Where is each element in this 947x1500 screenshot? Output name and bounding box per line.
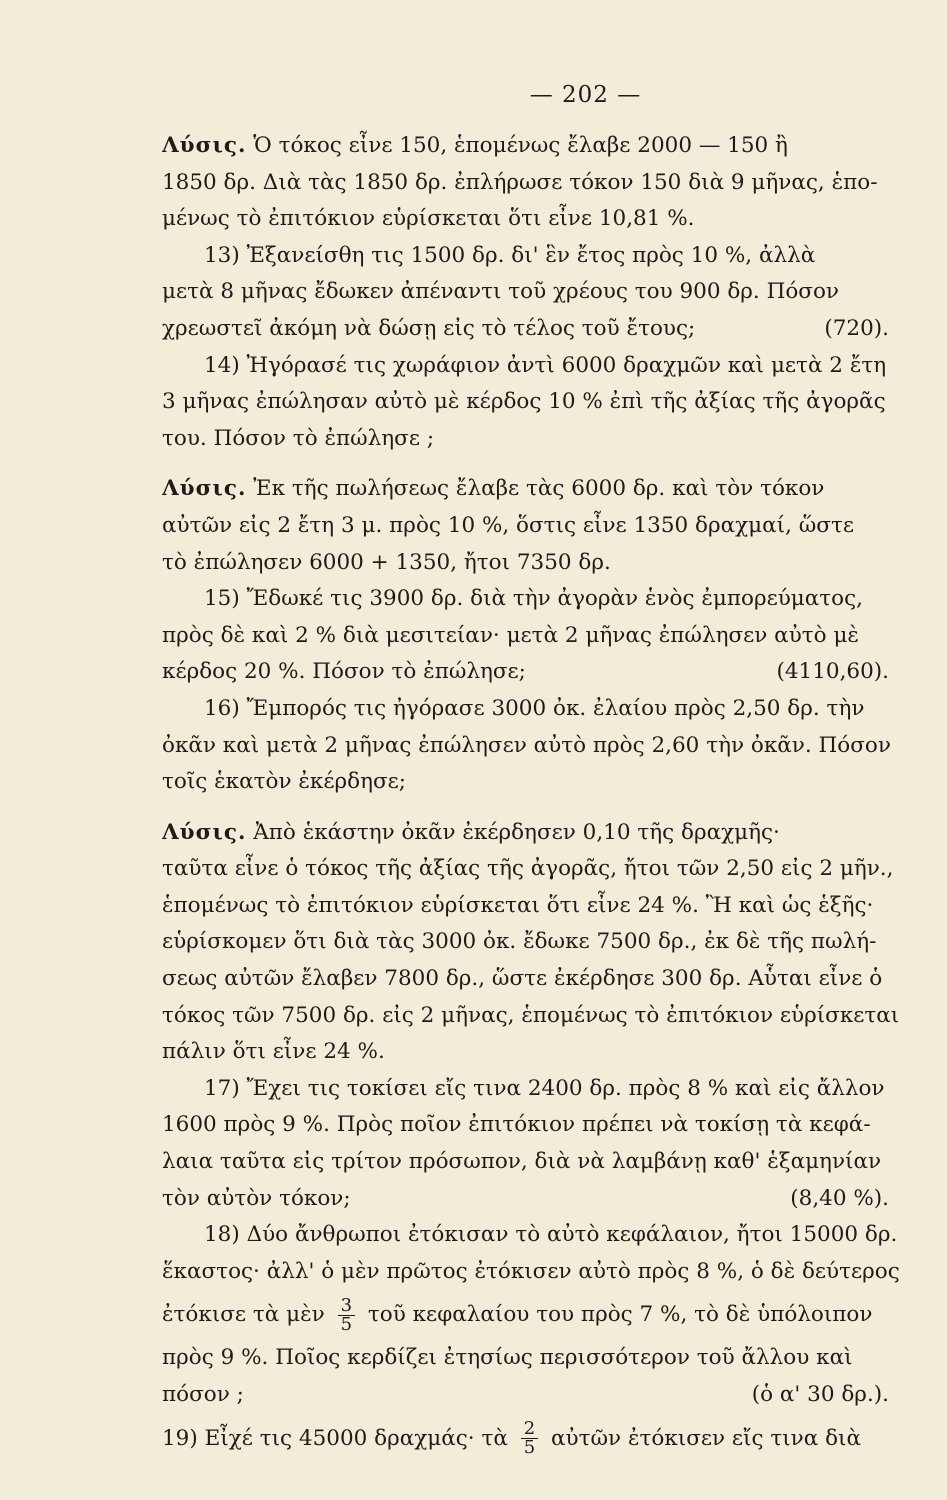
text-line bbox=[162, 815, 919, 852]
text-line bbox=[162, 545, 919, 582]
line-text: τὸν αὐτὸν τόκον; bbox=[162, 1185, 351, 1211]
fraction-three-fifths bbox=[338, 1294, 355, 1335]
text-line bbox=[162, 1144, 919, 1181]
text-line bbox=[162, 691, 919, 728]
text-line bbox=[162, 998, 919, 1035]
line-text: ἕκαστος· ἀλλ' ὁ μὲν πρῶτος ἐτόκισεν αὐτὸ πρὸς 8 %, ὁ δὲ δεύτερος bbox=[162, 1258, 900, 1284]
text-line bbox=[162, 1340, 919, 1377]
line-text: τὸ ἐπώλησεν 6000 + 1350, ἤτοι 7350 δρ. bbox=[162, 549, 611, 575]
line-text: πάλιν ὅτι εἶνε 24 %. bbox=[162, 1039, 385, 1065]
line-text: Ὁ τόκος εἶνε 150, ἑπομένως ἔλαβε 2000 — 150 ἢ bbox=[246, 133, 788, 158]
line-text: 1600 πρὸς 9 %. Πρὸς ποῖον ἐπιτόκιον πρέπει νὰ τοκίσῃ τὰ κεφά- bbox=[162, 1112, 871, 1138]
line-text: ὀκᾶν καὶ μετὰ 2 μῆνας ἐπώλησεν αὐτὸ πρὸς 2,60 τὴν ὀκᾶν. Πόσον bbox=[162, 732, 891, 758]
text-line bbox=[162, 654, 919, 691]
line-text: 13) Ἐξανείσθη τις 1500 δρ. δι' ἓν ἔτος πρὸς 10 %, ἀλλὰ bbox=[204, 242, 816, 268]
solution-label: Λύσις. bbox=[162, 476, 247, 502]
line-text: εὑρίσκομεν ὅτι διὰ τὰς 3000 ὀκ. ἔδωκε 7500 δρ., ἐκ δὲ τῆς πωλή- bbox=[162, 929, 877, 955]
page-number: — 202 — bbox=[529, 82, 642, 108]
text-line-fraction-2 bbox=[162, 1414, 919, 1464]
text-line bbox=[162, 728, 919, 765]
line-text: 16) Ἔμπορός τις ἠγόρασε 3000 ὀκ. ἐλαίου πρὸς 2,50 δρ. τὴν bbox=[204, 695, 865, 721]
line-text: πρὸς 9 %. Ποῖος κερδίζει ἐτησίως περισσότερον τοῦ ἄλλου καὶ bbox=[162, 1345, 853, 1371]
text-line bbox=[162, 961, 919, 998]
text-line bbox=[162, 618, 919, 655]
text-line bbox=[162, 274, 919, 311]
line-text: τοῖς ἑκατὸν ἐκέρδησε; bbox=[162, 769, 407, 795]
text-line bbox=[162, 924, 919, 961]
text-line bbox=[162, 851, 919, 888]
text-line bbox=[162, 471, 919, 508]
line-text: τόκος τῶν 7500 δρ. εἰς 2 μῆνας, ἑπομένως τὸ ἐπιτόκιον εὑρίσκεται bbox=[162, 1002, 900, 1028]
text-line-fraction-1 bbox=[162, 1290, 919, 1340]
line-text: σεως αὐτῶν ἔλαβεν 7800 δρ., ὥστε ἐκέρδησε 300 δρ. Αὗται εἶνε ὁ bbox=[162, 966, 883, 992]
text-line bbox=[162, 1034, 919, 1071]
line-text: μετὰ 8 μῆνας ἔδωκεν ἀπέναντι τοῦ χρέους του 900 δρ. Πόσον bbox=[162, 279, 839, 305]
line-text: πρὸς δὲ καὶ 2 % διὰ μεσιτείαν· μετὰ 2 μῆνας ἐπώλησεν αὐτὸ μὲ bbox=[162, 622, 859, 648]
text-line bbox=[162, 764, 919, 801]
answer-value: (8,40 %). bbox=[790, 1185, 889, 1211]
text-line bbox=[162, 508, 919, 545]
line-text: του. Πόσον τὸ ἐπώλησε ; bbox=[162, 425, 435, 451]
text-line bbox=[162, 165, 919, 202]
line-text: Ἀπὸ ἑκάστην ὀκᾶν ἐκέρδησεν 0,10 τῆς δραχμῆς· bbox=[246, 819, 780, 845]
fraction-line-2-before: 19) Εἶχέ τις 45000 δραχμάς· τὰ bbox=[162, 1425, 508, 1451]
fraction-line-1-before: ἐτόκισε τὰ μὲν bbox=[162, 1302, 325, 1328]
line-text: 18) Δύο ἄνθρωποι ἐτόκισαν τὸ αὐτὸ κεφάλαιον, ἤτοι 15000 δρ. bbox=[204, 1222, 898, 1248]
fraction-numerator: 3 bbox=[338, 1297, 355, 1316]
line-text: 3 μῆνας ἐπώλησαν αὐτὸ μὲ κέρδος 10 % ἐπὶ τῆς ἀξίας τῆς ἀγορᾶς bbox=[162, 389, 886, 415]
text-line bbox=[162, 581, 919, 618]
fraction-denominator: 5 bbox=[523, 1437, 536, 1459]
text-line bbox=[162, 1181, 919, 1218]
line-text: 15) Ἔδωκέ τις 3900 δρ. διὰ τὴν ἀγορὰν ἑνὸς ἐμπορεύματος, bbox=[204, 586, 863, 612]
fraction-numerator: 2 bbox=[521, 1420, 538, 1439]
fraction-line-2-after: αὐτῶν ἐτόκισεν εἴς τινα διὰ bbox=[551, 1425, 861, 1451]
text-line bbox=[162, 384, 919, 421]
line-text: Ἐκ τῆς πωλήσεως ἔλαβε τὰς 6000 δρ. καὶ τὸν τόκον bbox=[246, 476, 825, 502]
solution-label: Λύσις. bbox=[162, 133, 247, 158]
line-text: ταῦτα εἶνε ὁ τόκος τῆς ἀξίας τῆς ἀγορᾶς, ἤτοι τῶν 2,50 εἰς 2 μῆν., bbox=[162, 856, 894, 882]
line-text: 14) Ἠγόρασέ τις χωράφιον ἀντὶ 6000 δραχμῶν καὶ μετὰ 2 ἔτη bbox=[204, 352, 887, 378]
text-line bbox=[162, 1377, 919, 1414]
text-line bbox=[162, 201, 919, 238]
line-text: 1850 δρ. Διὰ τὰς 1850 δρ. ἐπλήρωσε τόκον 150 διὰ 9 μῆνας, ἑπο- bbox=[162, 169, 878, 195]
text-line bbox=[162, 421, 919, 458]
answer-value: (4110,60). bbox=[776, 659, 889, 685]
line-text: πόσον ; bbox=[162, 1382, 244, 1407]
text-block bbox=[162, 128, 919, 1290]
fraction-two-fifths bbox=[521, 1420, 538, 1457]
text-line bbox=[162, 1254, 919, 1291]
fraction-denominator: 5 bbox=[340, 1313, 353, 1335]
answer-value: (ὁ α' 30 δρ.). bbox=[751, 1382, 889, 1407]
text-line bbox=[162, 128, 919, 165]
solution-label: Λύσις. bbox=[162, 819, 247, 845]
line-text: 17) Ἔχει τις τοκίσει εἴς τινα 2400 δρ. πρὸς 8 % καὶ εἰς ἄλλον bbox=[204, 1075, 885, 1101]
answer-value: (720). bbox=[824, 315, 889, 341]
text-line bbox=[162, 348, 919, 385]
text-line bbox=[162, 1071, 919, 1108]
text-line bbox=[162, 888, 919, 925]
text-line bbox=[162, 311, 919, 348]
line-text: κέρδος 20 %. Πόσον τὸ ἐπώλησε; bbox=[162, 659, 526, 685]
line-text: λαια ταῦτα εἰς τρίτον πρόσωπον, διὰ νὰ λαμβάνῃ καθ' ἑξαμηνίαν bbox=[162, 1149, 882, 1175]
line-text: χρεωστεῖ ἀκόμη νὰ δώσῃ εἰς τὸ τέλος τοῦ ἔτους; bbox=[162, 315, 696, 341]
text-line bbox=[162, 238, 919, 275]
text-line bbox=[162, 1217, 919, 1254]
text-block-2 bbox=[162, 1340, 919, 1413]
line-text: μένως τὸ ἐπιτόκιον εὑρίσκεται ὅτι εἶνε 10,81 %. bbox=[162, 206, 695, 232]
text-line bbox=[162, 1107, 919, 1144]
line-text: ἑπομένως τὸ ἐπιτόκιον εὑρίσκεται ὅτι εἶνε 24 %. Ἢ καὶ ὡς ἑξῆς· bbox=[162, 892, 874, 918]
fraction-line-1-after: τοῦ κεφαλαίου του πρὸς 7 %, τὸ δὲ ὑπόλοιπον bbox=[367, 1302, 873, 1328]
line-text: αὐτῶν εἰς 2 ἔτη 3 μ. πρὸς 10 %, ὅστις εἶνε 1350 δραχμαί, ὥστε bbox=[162, 512, 854, 538]
